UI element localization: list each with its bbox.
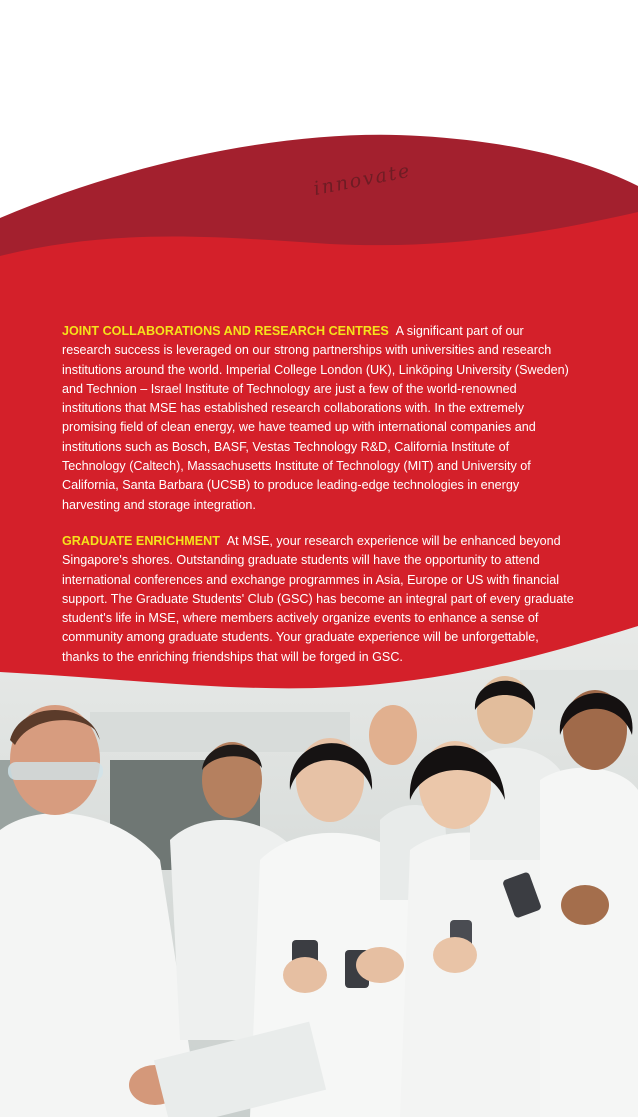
innovate-tagline: innovate [311,159,414,200]
section-graduate-enrichment [62,532,576,667]
section-body: At MSE, your research experience will be enhanced beyond Singapore's shores. Outstanding graduate students will have the opportunity to attend international conferences and exchange programmes in Asia, Europe or US with financial support. The Graduate Students' Club (GSC) has become an integral part of every graduate student's life in MSE, where members actively organize events to enhance a sense of community among graduate students. Your graduate experience will be unforgettable, thanks to the enriching friendships that will be forged in GSC. [62,533,574,664]
section-body: A significant part of our research success is leveraged on our strong partnerships with universities and research institutions around the world. Imperial College London (UK), Linköping University (Sweden) and Technion – Israel Institute of Technology are just a few of the world-renowned institutions that MSE has established research collaborations with. In the extremely promising field of clean energy, we have teamed up with international companies and institutions such as Bosch, BASF, Vestas Technology R&D, California Institute of Technology (Caltech), Massachusetts Institute of Technology (MIT) and University of California, Santa Barbara (UCSB) to produce leading-edge technologies in energy harvesting and storage integration. [62,324,569,512]
section-heading: GRADUATE ENRICHMENT [62,533,220,548]
section-heading: JOINT COLLABORATIONS AND RESEARCH CENTRES [62,324,389,338]
section-joint-collaborations [62,322,576,515]
body-text [62,322,576,684]
